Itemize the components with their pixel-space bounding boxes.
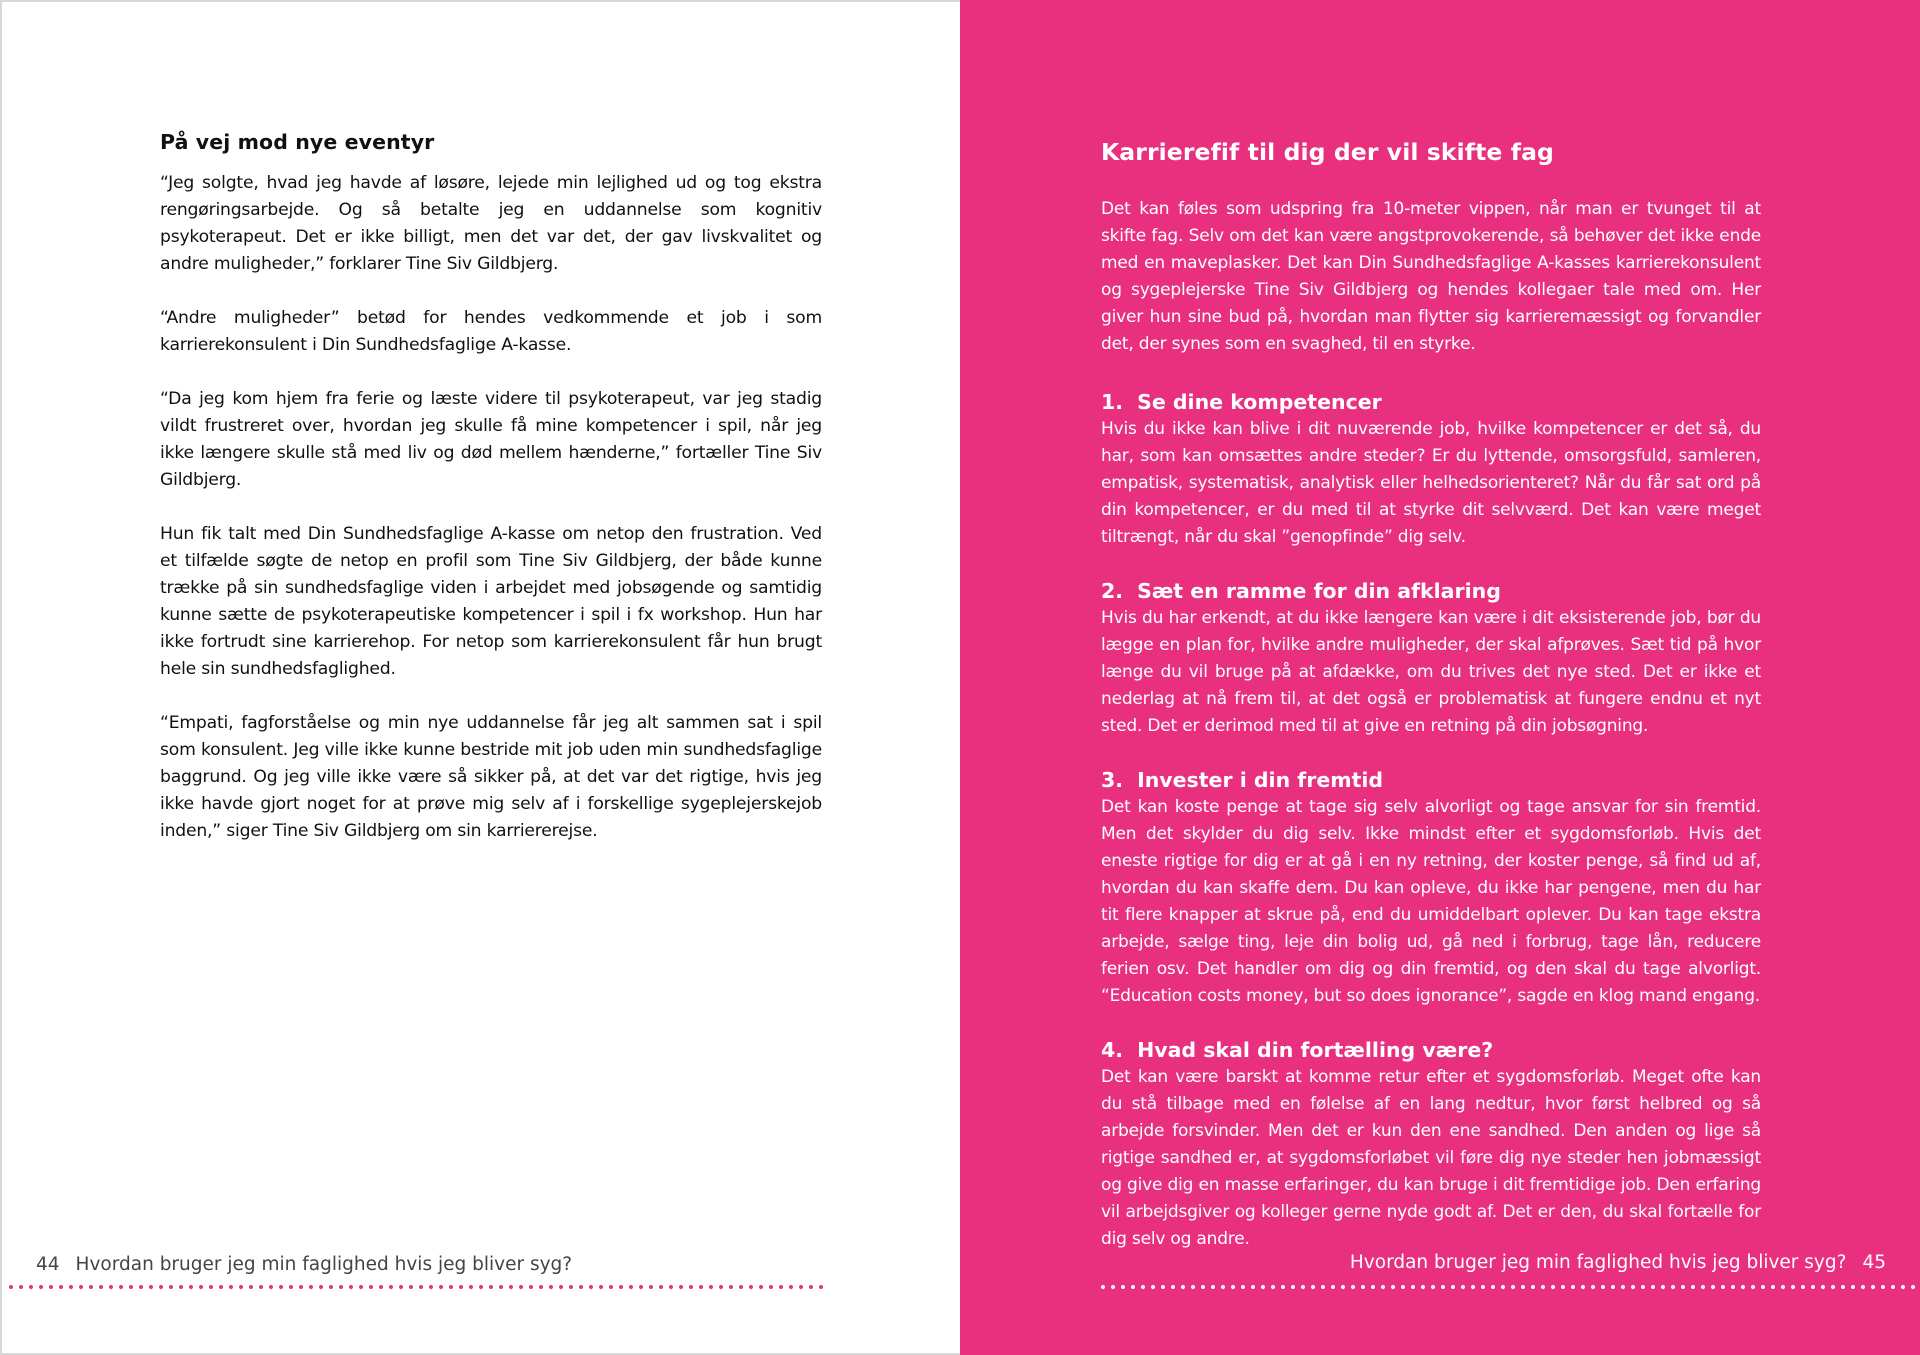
left-paragraph-2: “Andre muligheder” betød for hendes vedkommende et job i som karrierekonsulent i Din Sundhedsfaglige A-kasse.	[160, 308, 822, 355]
tip-3	[1101, 766, 1761, 1010]
left-running-title: Hvordan bruger jeg min faglighed hvis jeg bliver syg?	[75, 1254, 573, 1275]
tip-4-body: Det kan være barskt at komme retur efter et sygdomsforløb. Meget ofte kan du stå tilbage med en følelse af en lang nedtur, hvor først helbred og så arbejde forsvinder. Men det er kun den ene sandhed. Den anden og lige så rigtige sandhed er, at sygdomsforløbet vil føre dig nye steder hen jobmæssigt og give dig en masse erfaringer, du kan bruge i dit fremtidige job. Den erfaring vil arbejdsgiver og kolleger gerne nyde godt af. Det er den, du skal fortælle for dig selv og andre.	[1101, 1067, 1761, 1249]
left-text-column	[160, 130, 822, 872]
right-footer	[1350, 1252, 1886, 1273]
tip-2-title: Sæt en ramme for din afklaring	[1137, 579, 1501, 603]
left-paragraph-5: “Empati, fagforståelse og min nye uddannelse får jeg alt sammen sat i spil som konsulent. Jeg ville ikke kunne bestride mit job uden min sundhedsfaglige baggrund. Og jeg ville ikke være så sikker på, at det var det rigtige, hvis jeg ikke havde gjort noget for at prøve mig selv af i forskellige sygeplejerskejob inden,” siger Tine Siv Gildbjerg om sin karriererejse.	[160, 713, 822, 841]
tip-4	[1101, 1036, 1761, 1253]
left-dotted-rule	[6, 1284, 824, 1290]
left-paragraph-1: “Jeg solgte, hvad jeg havde af løsøre, lejede min lejlighed ud og tog ekstra rengøringsarbejde. Og så betalte jeg en uddannelse som kognitiv psykoterapeut. Det er ikke billigt, men det var det, der gav livskvalitet og andre muligheder,” forklarer Tine Siv Gildbjerg.	[160, 173, 822, 274]
left-paragraph-4: Hun fik talt med Din Sundhedsfaglige A-kasse om netop den frustration. Ved et tilfælde søgte de netop en profil som Tine Siv Gildbjerg, der både kunne trække på sin sundhedsfaglige viden i arbejdet med jobsøgende og samtidig kunne sætte de psykoterapeutiske kompetencer i spil i fx workshop. Hun har ikke fortrudt sine karrierehop. For netop som karrierekonsulent får hun brugt hele sin sundhedsfaglighed.	[160, 524, 822, 679]
tip-2	[1101, 577, 1761, 740]
tip-3-number: 3.	[1101, 768, 1124, 792]
tip-2-title-row	[1101, 577, 1761, 605]
tip-3-body: Det kan koste penge at tage sig selv alvorligt og tage ansvar for sin fremtid. Men det skylder du dig selv. Ikke mindst efter et sygdomsforløb. Hvis det eneste rigtige for dig er at gå i en ny retning, der koster penge, så find ud af, hvordan du kan skaffe dem. Du kan opleve, du ikke har pengene, men du har tit flere knapper at skrue på, end du umiddelbart oplever. Du kan tage ekstra arbejde, sælge ting, leje din bolig ud, gå ned i forbrug, tage lån, reducere ferien osv. Det handler om dig og din fremtid, og den skal du tage alvorligt. “Education costs money, but so does ignorance”, sagde en klog mand engang.	[1101, 797, 1761, 1006]
left-heading: På vej mod nye eventyr	[160, 130, 435, 154]
tip-1	[1101, 388, 1761, 551]
left-footer	[36, 1254, 572, 1275]
left-paragraph-3: “Da jeg kom hjem fra ferie og læste videre til psykoterapeut, var jeg stadig vildt frustreret over, hvordan jeg skulle få mine kompetencer i spil, når jeg ikke længere skulle stå med liv og død mellem hænderne,” fortæller Tine Siv Gildbjerg.	[160, 389, 822, 490]
right-intro: Det kan føles som udspring fra 10-meter vippen, når man er tvunget til at skifte fag. Selv om det kan være angstprovokerende, så behøver det ikke ende med en maveplasker. Det kan Din Sundhedsfaglige A-kasses karrierekonsulent og sygeplejerske Tine Siv Gildbjerg og hendes kollegaer tale med om. Her giver hun sine bud på, hvordan man flytter sig karrieremæssigt og forvandler det, der synes som en svaghed, til en styrke.	[1101, 199, 1761, 354]
tip-4-title: Hvad skal din fortælling være?	[1137, 1038, 1494, 1062]
tip-1-title-row	[1101, 388, 1761, 416]
tip-3-title: Invester i din fremtid	[1137, 768, 1384, 792]
tip-1-number: 1.	[1101, 390, 1124, 414]
right-heading: Karrierefif til dig der vil skifte fag	[1101, 138, 1554, 166]
right-content	[1101, 138, 1761, 1279]
tip-2-body: Hvis du har erkendt, at du ikke længere kan være i dit eksisterende job, bør du lægge en plan for, hvilke andre muligheder, der skal afprøves. Sæt tid på hvor længe du vil bruge på at afdække, om du trives det nye sted. Det er ikke et nederlag at nå frem til, at det også er problematisk at fungere endnu et nyt sted. Det er derimod med til at give en retning på din jobsøgning.	[1101, 608, 1761, 736]
right-dotted-rule	[1098, 1284, 1920, 1290]
right-running-title: Hvordan bruger jeg min faglighed hvis jeg bliver syg?	[1349, 1252, 1847, 1273]
tip-2-number: 2.	[1101, 579, 1124, 603]
tip-1-body: Hvis du ikke kan blive i dit nuværende job, hvilke kompetencer er det så, du har, som kan omsættes andre steder? Er du lyttende, omsorgsfuld, samleren, empatisk, systematisk, analytisk eller helhedsorienteret? Når du får sat ord på din kompetencer, er du med til at styrke dit selvværd. Det kan være meget tiltrængt, når du skal ”genopfinde” dig selv.	[1101, 419, 1761, 547]
tip-1-title: Se dine kompetencer	[1137, 390, 1382, 414]
tip-4-number: 4.	[1101, 1038, 1124, 1062]
tip-4-title-row	[1101, 1036, 1761, 1064]
left-page-number: 44	[36, 1254, 60, 1275]
tip-3-title-row	[1101, 766, 1761, 794]
right-page-number: 45	[1862, 1252, 1886, 1273]
